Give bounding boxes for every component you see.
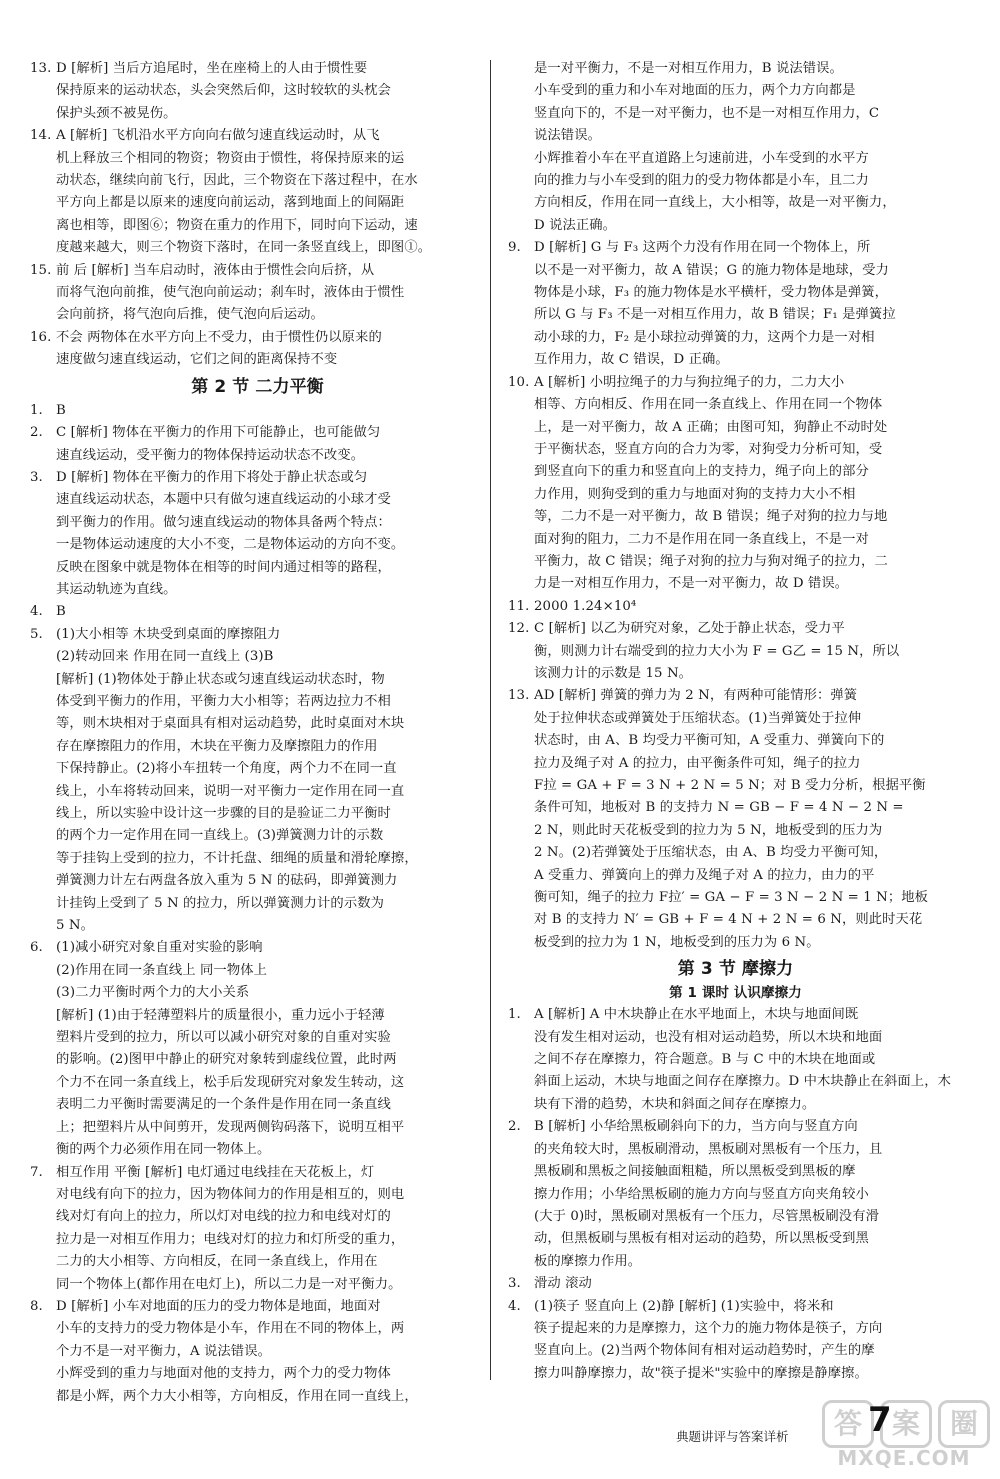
answer-number: 6.: [30, 940, 43, 956]
answer-text-line: 到平衡力的作用。做匀速直线运动的物体具备两个特点：: [56, 514, 391, 530]
answer-text-line: 反映在图象中就是物体在相等的时间内通过相等的路程，: [56, 559, 391, 575]
answer-text-line: 于平衡状态，竖直方向的合力为零，对狗受力分析可知，受: [534, 441, 883, 457]
answer-text-line: 存在摩擦阻力的作用，木块在平衡力及摩擦阻力的作用: [56, 738, 378, 754]
answer-text-line: 平衡力，故 C 错误；绳子对狗的拉力与狗对绳子的拉力，二: [534, 553, 888, 569]
watermark-domain: MXQE.COM: [837, 1446, 971, 1470]
answer-text-line: 的夹角较大时，黑板刷滑动，黑板刷对黑板有一个压力，且: [534, 1141, 883, 1157]
answer-text-line: 力是一对相互作用力，不是一对平衡力，故 D 错误。: [534, 576, 849, 592]
answer-text-line: 状态时，由 A、B 均受力平衡可知，A 受重力、弹簧向下的: [534, 733, 885, 749]
answer-text-line: 竖直向上。(2)当两个物体间有相对运动趋势时，产生的摩: [534, 1343, 875, 1359]
answer-text-line: 其运动轨迹为直线。: [56, 581, 177, 597]
answer-text-line: 竖直向下的，不是一对平衡力，也不是一对相互作用力，C: [534, 105, 880, 121]
answer-text-line: 擦力叫静摩擦力，故"筷子提米"实验中的摩擦是静摩擦。: [534, 1365, 868, 1381]
answer-text-line: 小车受到的重力和小车对地面的压力，两个力方向都是: [534, 83, 856, 99]
answer-text-line: 面对狗的阻力，二力不是作用在同一条直线上，不是一对: [534, 531, 869, 547]
answer-item: [508, 1273, 963, 1295]
answer-text-line: C [解析] 以乙为研究对象，乙处于静止状态，受力平: [534, 621, 845, 637]
answer-text-line: 一是物体运动速度的大小不变，二是物体运动的方向不变。: [56, 537, 405, 553]
lesson-subheading: 第 1 课时 认识摩擦力: [669, 985, 802, 1002]
answer-text-line: 的两个力一定作用在同一直线上。(3)弹簧测力计的示数: [56, 828, 384, 844]
answer-number: 4.: [30, 604, 43, 620]
answer-text-line: 个力不是一对平衡力，A 说法错误。: [56, 1343, 271, 1359]
answer-text-line: 线上，小车将转动回来，说明一对平衡力一定作用在同一直: [56, 783, 405, 799]
answer-text-line: 拉力及绳子对 A 的拉力，由平衡条件可知，绳子的拉力: [534, 755, 861, 771]
answer-item: [30, 400, 485, 422]
answer-text-line: 都是小辉，两个力大小相等，方向相反，作用在同一直线上，: [56, 1388, 418, 1404]
answer-item: [508, 372, 963, 596]
answer-number: 3.: [30, 469, 43, 485]
answer-text-line: 筷子提起来的力是摩擦力，这个力的施力物体是筷子，方向: [534, 1320, 883, 1336]
answer-item: [508, 1004, 963, 1116]
answer-number: 7.: [30, 1164, 43, 1180]
answer-text-line: 小车的支持力的受力物体是小车，作用在不同的物体上，两: [56, 1321, 405, 1337]
answer-text-line: 上；把塑料片从中间剪开，发现两侧钩码落下，说明互相平: [56, 1119, 405, 1135]
answer-item: [30, 1296, 485, 1408]
answer-text-line: 二力的大小相等、方向相反，在同一条直线上，作用在: [56, 1254, 378, 1270]
answer-text-line: D [解析] 当后方追尾时，坐在座椅上的人由于惯性要: [56, 61, 368, 76]
watermark-box-1: [822, 1400, 874, 1448]
answer-text-line: 方向相反，作用在同一直线上，大小相等，故是一对平衡力，: [534, 195, 896, 211]
answer-text-line: B: [56, 604, 66, 620]
answer-text-line: 衡的两个力必须作用在同一物体上。: [56, 1142, 271, 1158]
right-column: [508, 58, 963, 1385]
answer-text-line: (大于 0)时，黑板刷对黑板有一个压力，尽管黑板刷没有滑: [534, 1208, 879, 1224]
answer-item: [508, 58, 963, 237]
answer-text-line: 同一个物体上(都作用在电灯上)，所以二力是一对平衡力。: [56, 1276, 402, 1292]
answer-text-line: (3)二力平衡时两个力的大小关系: [56, 985, 250, 1001]
answer-text-line: 弹簧测力计左右两盘各放入重为 5 N 的砝码，即弹簧测力: [56, 873, 398, 889]
answer-text-line: B: [56, 402, 66, 418]
answer-item: [508, 685, 963, 954]
answer-text-line: 对 B 的支持力 N′ = GB + F = 4 N + 2 N = 6 N，则此时天花: [534, 912, 923, 928]
answer-text-line: 上，是一对平衡力，故 A 正确；由图可知，狗静止不动时处: [534, 419, 888, 435]
answer-text-line: 处于拉伸状态或弹簧处于压缩状态。(1)当弹簧处于拉伸: [534, 710, 862, 726]
answer-text-line: 相互作用 平衡 [解析] 电灯通过电线挂在天花板上，灯: [56, 1164, 375, 1180]
answer-text-line: 黑板刷和黑板之间接触面粗糙，所以黑板受到黑板的摩: [534, 1164, 856, 1180]
answer-text-line: 塑料片受到的拉力，所以可以减小研究对象的自重对实验: [56, 1030, 391, 1046]
answer-number: 4.: [508, 1298, 521, 1314]
answer-item: [30, 58, 485, 125]
answer-text-line: (1)减小研究对象自重对实验的影响: [56, 940, 263, 956]
answer-text-line: 保护头颈不被晃伤。: [56, 105, 177, 121]
watermark-char: 答: [833, 1407, 862, 1440]
answer-text-line: 动状态，继续向前飞行，因此，三个物资在下落过程中，在水: [56, 173, 418, 189]
answer-text-line: 力作用，则狗受到的重力与地面对狗的支持力大小不相: [534, 486, 856, 502]
answer-number: 14.: [30, 128, 52, 144]
answer-text-line: 2 N。(2)若弹簧处于压缩状态，由 A、B 均受力平衡可知，: [534, 845, 888, 861]
answer-text-line: 以不是一对平衡力，故 A 错误；G 的施力物体是地球，受力: [534, 262, 889, 278]
answer-text-line: D [解析] 小车对地面的压力的受力物体是地面，地面对: [56, 1298, 381, 1314]
answer-text-line: 衡，则测力计右端受到的拉力大小为 F = G乙 = 15 N，所以: [534, 643, 900, 659]
answer-text-line: AD [解析] 弹簧的弹力为 2 N，有两种可能情形：弹簧: [534, 688, 858, 704]
answer-text-line: D 说法正确。: [534, 217, 617, 233]
left-column: [30, 58, 485, 1408]
section-heading: 第 3 节 摩擦力: [677, 959, 794, 980]
answer-item: [508, 1116, 963, 1273]
answer-text-line: 机上释放三个相同的物资；物资由于惯性，将保持原来的运: [56, 150, 405, 166]
answer-text-line: 擦力作用；小华给黑板刷的施力方向与竖直方向夹角较小: [534, 1186, 869, 1202]
answer-text-line: 物体是小球，F₃ 的施力物体是水平横杆，受力物体是弹簧，: [534, 285, 889, 301]
answer-text-line: 个力不在同一条直线上，松手后发现研究对象发生转动，这: [56, 1074, 405, 1090]
answer-text-line: 度越来越大，则三个物资下落时，在同一条竖直线上，即图①。: [56, 240, 432, 256]
answer-text-line: 表明二力平衡时需要满足的一个条件是作用在同一条直线: [56, 1097, 391, 1113]
answer-item: [30, 327, 485, 372]
answer-text-line: 小辉受到的重力与地面对他的支持力，两个力的受力物体: [56, 1366, 391, 1382]
answer-text-line: D [解析] 物体在平衡力的作用下将处于静止状态或匀: [56, 469, 368, 485]
answer-text-line: 该测力计的示数是 15 N。: [534, 665, 693, 681]
answer-text-line: 板的摩擦力作用。: [534, 1253, 642, 1269]
answer-number: 13.: [30, 61, 52, 76]
answer-item: [30, 125, 485, 259]
answer-text-line: 之间不存在摩擦力，符合题意。B 与 C 中的木块在地面或: [534, 1052, 876, 1068]
answer-text-line: 线对灯有向上的拉力，所以灯对电线的拉力和电线对灯的: [56, 1209, 391, 1225]
answer-number: 1.: [30, 402, 43, 418]
answer-text-line: C [解析] 物体在平衡力的作用下可能静止，也可能做匀: [56, 425, 381, 441]
answer-text-line: D [解析] G 与 F₃ 这两个力没有作用在同一个物体上，所: [534, 240, 871, 256]
answer-text-line: 保持原来的运动状态，头会突然后仰，这时较软的头枕会: [56, 83, 391, 99]
answer-text-line: 滑动 滚动: [534, 1276, 592, 1292]
answer-item: [30, 260, 485, 327]
answer-number: 16.: [30, 329, 52, 345]
answer-text-line: 小辉推着小车在平直道路上匀速前进，小车受到的水平方: [534, 150, 869, 166]
answer-item: [30, 1162, 485, 1296]
answer-text-line: 到竖直向下的重力和竖直向上的支持力，绳子向上的部分: [534, 464, 869, 480]
answer-text-line: 的影响。(2)图甲中静止的研究对象转到虚线位置，此时两: [56, 1052, 397, 1068]
answer-text-line: (2)作用在同一条直线上 同一物体上: [56, 962, 268, 978]
answer-text-line: 平方向上都是以原来的速度向前运动，落到地面上的间隔距: [56, 195, 405, 211]
answer-text-line: 互作用力，故 C 错误，D 正确。: [534, 352, 729, 368]
answer-text-line: 等，则木块相对于桌面具有相对运动趋势，此时桌面对木块: [56, 716, 405, 732]
answer-text-line: 说法错误。: [534, 128, 601, 144]
answer-text-line: 离也相等，即图⑥；物资在重力的作用下，同时向下运动，速: [56, 217, 418, 233]
answer-text-line: [解析] (1)物体处于静止状态或匀速直线运动状态时，物: [56, 671, 385, 687]
answer-item: [508, 596, 963, 618]
answer-text-line: 下保持静止。(2)将小车扭转一个角度，两个力不在同一直: [56, 761, 397, 777]
answer-text-line: (1)筷子 竖直向上 (2)静 [解析] (1)实验中，将米和: [534, 1298, 834, 1314]
answer-text-line: A [解析] 小明拉绳子的力与狗拉绳子的力，二力大小: [534, 374, 845, 390]
answer-number: 10.: [508, 374, 530, 390]
watermark-box-3: [938, 1400, 990, 1448]
answer-text-line: 向的推力与小车受到的阻力的受力物体都是小车，且二力: [534, 173, 869, 189]
answer-text-line: 速直线运动状态，本题中只有做匀速直线运动的小球才受: [56, 492, 391, 508]
answer-text-line: 板受到的拉力为 1 N，地板受到的压力为 6 N。: [534, 934, 820, 950]
answer-text-line: 动，但黑板刷与黑板有相对运动的趋势，所以黑板受到黑: [534, 1231, 869, 1247]
column-divider: [490, 60, 491, 1380]
answer-text-line: F拉 = GA + F = 3 N + 2 N = 5 N；对 B 受力分析，根据平衡: [534, 778, 926, 793]
answer-number: 12.: [508, 621, 530, 637]
answer-text-line: 所以 G 与 F₃ 不是一对相互作用力，故 B 错误；F₁ 是弹簧拉: [534, 307, 896, 323]
answer-text-line: 动小球的力，F₂ 是小球拉动弹簧的力，这两个力是一对相: [534, 329, 875, 345]
answer-item: [30, 467, 485, 601]
answer-text-line: 不会 两物体在水平方向上不受力，由于惯性仍以原来的: [56, 329, 382, 345]
answer-text-line: 前 后 [解析] 当车启动时，液体由于惯性会向后挤，从: [56, 262, 375, 278]
answer-text-line: 块有下滑的趋势，木块和斜面之间存在摩擦力。: [534, 1096, 816, 1112]
answer-item: [508, 618, 963, 685]
answer-text-line: 相等、方向相反、作用在同一条直线上、作用在同一个物体: [534, 397, 883, 413]
answer-text-line: 对电线有向下的拉力，因为物体间力的作用是相互的，则电: [56, 1186, 405, 1202]
answer-text-line: 2000 1.24×10⁴: [534, 598, 637, 614]
answer-number: 9.: [508, 240, 521, 256]
footer-label: 典题讲评与答案详析: [676, 1429, 789, 1444]
answer-text-line: 等于挂钩上受到的拉力，不计托盘、细绳的质量和滑轮摩擦，: [56, 850, 418, 866]
answer-item: [30, 601, 485, 623]
answer-number: 2.: [30, 425, 43, 441]
answer-text-line: 拉力是一对相互作用力；电线对灯的拉力和灯所受的重力，: [56, 1231, 405, 1247]
answer-number: 1.: [508, 1007, 521, 1023]
watermark-logo: [818, 1400, 990, 1472]
answer-item: [508, 1296, 963, 1386]
answer-text-line: A 受重力、弹簧向上的弹力及绳子对 A 的拉力，由力的平: [534, 867, 875, 883]
answer-item: [508, 237, 963, 371]
answer-text-line: 没有发生相对运动，也没有相对运动趋势，所以木块和地面: [534, 1029, 883, 1045]
answer-text-line: 线上，所以实验中设计这一步骤的目的是验证二力平衡时: [56, 806, 391, 821]
answer-text-line: 等，二力不是一对平衡力，故 B 错误；绳子对狗的拉力与地: [534, 509, 888, 525]
answer-text-line: 衡可知，绳子的拉力 F拉′ = GA − F = 3 N − 2 N = 1 N；地板: [534, 890, 929, 906]
answer-number: 13.: [508, 688, 530, 704]
answer-text-line: 条件可知，地板对 B 的支持力 N = GB − F = 4 N − 2 N =: [534, 800, 904, 816]
answer-text-line: 2 N，则此时天花板受到的拉力为 5 N，地板受到的压力为: [534, 822, 883, 838]
answer-text-line: 体受到平衡力的作用，平衡力大小相等；若两边拉力不相: [56, 693, 391, 709]
section-heading: 第 2 节 二力平衡: [191, 376, 324, 397]
answer-text-line: [解析] (1)由于轻薄塑料片的质量很小，重力远小于轻薄: [56, 1007, 385, 1023]
answer-text-line: A [解析] A 中木块静止在水平地面上，木块与地面间既: [534, 1007, 859, 1023]
answer-number: 11.: [508, 598, 530, 614]
answer-text-line: 速度做匀速直线运动，它们之间的距离保持不变: [56, 352, 338, 368]
answer-item: [30, 937, 485, 1161]
watermark-char: 案: [891, 1407, 920, 1440]
answer-text-line: 斜面上运动，木块与地面之间存在摩擦力。D 中木块静止在斜面上，木: [534, 1074, 951, 1090]
answer-text-line: (1)大小相等 木块受到桌面的摩擦阻力: [56, 626, 281, 642]
answer-number: 5.: [30, 626, 43, 642]
answer-item: [30, 422, 485, 467]
answer-number: 3.: [508, 1276, 521, 1292]
answer-number: 8.: [30, 1298, 43, 1314]
answer-item: [30, 624, 485, 938]
answer-text-line: 5 N。: [56, 918, 95, 934]
answer-text-line: (2)转动回来 作用在同一直线上 (3)B: [56, 649, 274, 665]
answer-text-line: 而将气泡向前推，使气泡向前运动；刹车时，液体由于惯性: [56, 285, 405, 301]
answer-text-line: 计挂钩上受到了 5 N 的拉力，所以弹簧测力计的示数为: [56, 895, 385, 911]
answer-text-line: 是一对平衡力，不是一对相互作用力，B 说法错误。: [534, 61, 843, 76]
page-number: 7: [868, 1400, 892, 1440]
answer-text-line: 速直线运动，受平衡力的物体保持运动状态不改变。: [56, 447, 365, 463]
answer-text-line: 会向前挤，将气泡向后推，使气泡向后运动。: [56, 307, 324, 323]
watermark-char: 圈: [949, 1407, 978, 1440]
answer-text-line: B [解析] 小华给黑板刷斜向下的力，当方向与竖直方向: [534, 1119, 858, 1135]
answer-number: 2.: [508, 1119, 521, 1135]
answer-text-line: A [解析] 飞机沿水平方向向右做匀速直线运动时，从飞: [56, 128, 380, 144]
answer-number: 15.: [30, 262, 52, 278]
